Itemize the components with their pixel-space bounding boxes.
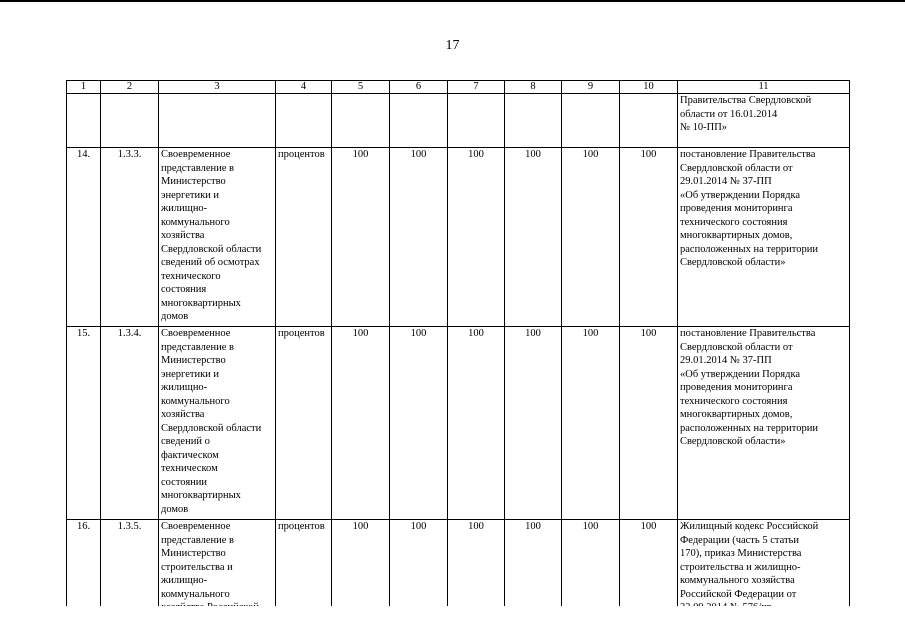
indicators-table [66, 80, 850, 618]
value-cell: 100 [562, 520, 620, 618]
top-rule [0, 0, 905, 2]
value-cell: 100 [505, 520, 562, 618]
column-number: 11 [678, 81, 850, 94]
code-cell [101, 94, 159, 148]
value-cell [448, 94, 505, 148]
indicator-name-cell: Своевременное представление в Министерство энергетики и жилищно- коммунального хозяйства Свердловской области сведений об осмотрах технического состояния многоквартирных домов [159, 148, 276, 327]
row-number-cell: 15. [67, 327, 101, 520]
legal-basis-cell: постановление Правительства Свердловской области от 29.01.2014 № 37-ПП «Об утверждении Порядка проведения мониторинга технического состояния многоквартирных домов, расположенных на территории Свердловской области» [678, 148, 850, 327]
indicator-name-cell [159, 94, 276, 148]
value-cell: 100 [505, 148, 562, 327]
row-number-cell [67, 94, 101, 148]
value-cell: 100 [332, 148, 390, 327]
value-cell: 100 [332, 327, 390, 520]
value-cell [620, 94, 678, 148]
column-number: 9 [562, 81, 620, 94]
value-cell: 100 [620, 327, 678, 520]
legal-basis-cell: постановление Правительства Свердловской области от 29.01.2014 № 37-ПП «Об утверждении Порядка проведения мониторинга технического состояния многоквартирных домов, расположенных на территории Свердловской области» [678, 327, 850, 520]
table-row [67, 520, 850, 618]
value-cell: 100 [390, 148, 448, 327]
column-number: 4 [276, 81, 332, 94]
value-cell: 100 [390, 327, 448, 520]
value-cell [332, 94, 390, 148]
row-number-cell: 16. [67, 520, 101, 618]
value-cell: 100 [562, 327, 620, 520]
legal-basis-cell: Жилищный кодекс Российской Федерации (часть 5 статьи 170), приказ Министерства строительства и жилищно- коммунального хозяйства Российской Федерации от [678, 520, 850, 618]
value-cell: 100 [620, 520, 678, 618]
column-number: 1 [67, 81, 101, 94]
legal-basis-cell: Правительства Свердловской области от 16.01.2014 № 10-ПП» [678, 94, 850, 148]
row-number-cell: 14. [67, 148, 101, 327]
value-cell: 100 [505, 327, 562, 520]
unit-cell [276, 94, 332, 148]
unit-cell: процентов [276, 327, 332, 520]
unit-cell: процентов [276, 520, 332, 618]
table-body [67, 81, 850, 618]
indicator-name-cell: Своевременное представление в Министерство строительства и жилищно- коммунального [159, 520, 276, 618]
unit-cell: процентов [276, 148, 332, 327]
value-cell [505, 94, 562, 148]
value-cell: 100 [448, 327, 505, 520]
value-cell: 100 [562, 148, 620, 327]
column-number: 2 [101, 81, 159, 94]
code-cell: 1.3.4. [101, 327, 159, 520]
column-number: 5 [332, 81, 390, 94]
column-number-row [67, 81, 850, 94]
value-cell: 100 [332, 520, 390, 618]
table-row [67, 94, 850, 148]
value-cell [390, 94, 448, 148]
value-cell [562, 94, 620, 148]
code-cell: 1.3.5. [101, 520, 159, 618]
column-number: 8 [505, 81, 562, 94]
value-cell: 100 [448, 520, 505, 618]
table-row [67, 327, 850, 520]
code-cell: 1.3.3. [101, 148, 159, 327]
column-number: 7 [448, 81, 505, 94]
indicator-name-cell: Своевременное представление в Министерство энергетики и жилищно- коммунального хозяйства Свердловской области сведений о фактическом техническом состоянии многоквартирных домов [159, 327, 276, 520]
value-cell: 100 [390, 520, 448, 618]
column-number: 3 [159, 81, 276, 94]
column-number: 10 [620, 81, 678, 94]
value-cell: 100 [448, 148, 505, 327]
page-bottom-margin [0, 606, 905, 640]
page-number: 17 [445, 38, 460, 53]
value-cell: 100 [620, 148, 678, 327]
table-row [67, 148, 850, 327]
column-number: 6 [390, 81, 448, 94]
